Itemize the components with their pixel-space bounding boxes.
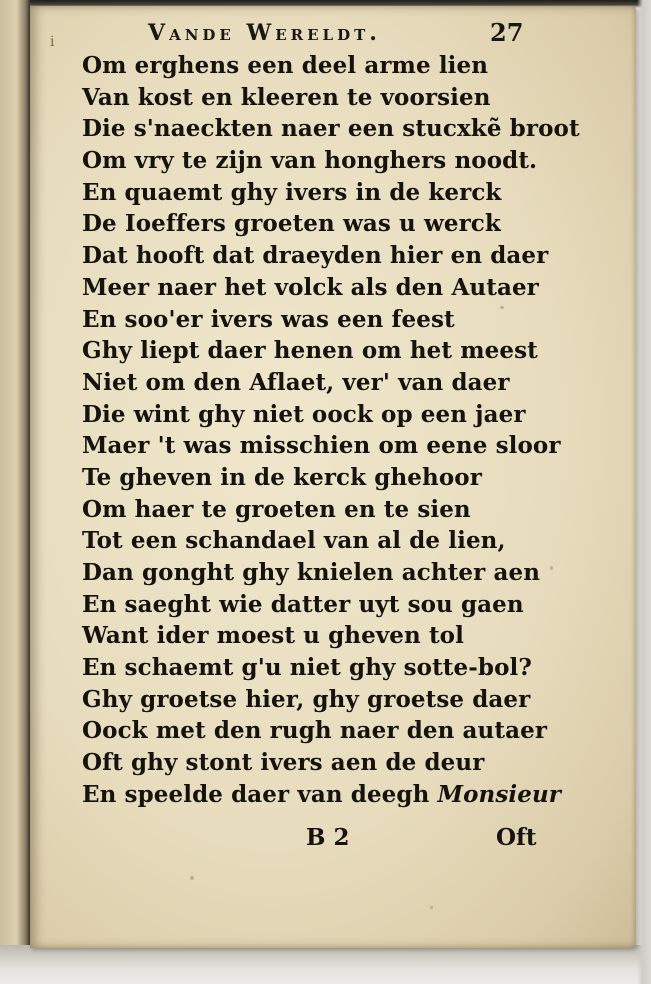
verse-line: Om erghens een deel arme lien: [82, 52, 489, 79]
verse-line: Maer 't was misschien om eene sloor: [82, 432, 561, 460]
verse-line: Die wint ghy niet oock op een jaer: [82, 400, 526, 428]
verse-line-last: [82, 779, 582, 811]
verse-line: En soo'er ivers was een feest: [82, 305, 455, 333]
verse-line: De Ioeffers groeten was u werck: [82, 210, 501, 238]
verse-line: Ghy groetse hier, ghy groetse daer: [82, 685, 531, 713]
verse-line: Ghy liept daer henen om het meest: [82, 337, 538, 365]
verse-line: Meer naer het volck als den Autaer: [82, 273, 539, 301]
verse-line: Om haer te groeten en te sien: [82, 495, 471, 523]
scan-edge-right: [637, 0, 651, 984]
verse-line-last-text: En speelde daer van deegh: [82, 780, 438, 808]
verse-line: Dat hooft dat draeyden hier en daer: [82, 242, 549, 270]
verse-line: Om vry te zijn van honghers noodt.: [82, 147, 538, 175]
running-head: Vande Wereldt.: [148, 20, 381, 46]
verse-line: Te gheven in de kerck ghehoor: [82, 463, 482, 491]
page-number: 27: [490, 18, 524, 47]
verse-line: Oft ghy stont ivers aen de deur: [82, 749, 485, 777]
verse-line: Want ider moest u gheven tol: [82, 622, 464, 650]
scan-bottom-shadow: [0, 945, 651, 984]
verse-line: En quaemt ghy ivers in de kerck: [82, 178, 502, 206]
paper-speck: [190, 876, 194, 880]
verse-line: Tot een schandael van al de lien,: [82, 527, 506, 555]
signature-mark: B 2: [306, 824, 350, 851]
book-page: [30, 6, 636, 948]
verse-line-last-italic: Monsieur: [437, 780, 562, 808]
poem-verse: [82, 50, 582, 811]
previous-page-edge: [0, 0, 30, 960]
catchword: Oft: [496, 824, 537, 851]
verse-line: En schaemt g'u niet ghy sotte-bol?: [82, 654, 532, 682]
verse-line: Dan gonght ghy knielen achter aen: [82, 559, 541, 586]
verse-line: Niet om den Aflaet, ver' van daer: [82, 368, 510, 396]
margin-mark: i: [50, 34, 55, 50]
verse-line: Oock met den rugh naer den autaer: [82, 717, 548, 745]
verse-line: Van kost en kleeren te voorsien: [82, 83, 491, 111]
verse-line: Die s'naeckten naer een stucxkẽ broot: [82, 115, 580, 143]
verse-line: En saeght wie datter uyt sou gaen: [82, 590, 524, 618]
paper-speck: [430, 906, 433, 909]
